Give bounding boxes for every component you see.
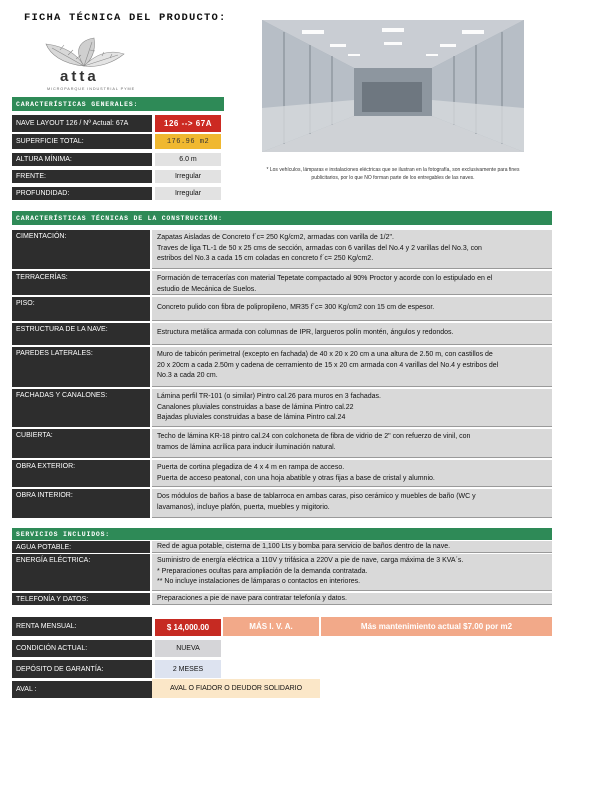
logo-subtitle: MICROPARQUE INDUSTRIAL PYME bbox=[47, 87, 136, 91]
construction-row-line: Puerta de cortina plegadiza de 4 x 4 m en rampa de acceso. bbox=[157, 464, 345, 471]
telefonia-value: Preparaciones a pie de nave para contratar telefonía y datos. bbox=[152, 593, 552, 605]
condicion-value: NUEVA bbox=[155, 640, 221, 657]
frente-label: FRENTE: bbox=[12, 170, 152, 183]
construction-row-line: Muro de tabicón perimetral (excepto en fachada) de 40 x 20 x 20 cm a una altura de 2.50 m, con castillos de bbox=[157, 351, 493, 358]
agua-label: AGUA POTABLE: bbox=[12, 541, 150, 553]
construction-row-line: 20 x 20cm a cada 2.50m y cadena de cerramiento de 15 x 20 cm armada con 4 varillas del No.4 y estribos del bbox=[157, 361, 499, 369]
construction-row-description bbox=[152, 429, 552, 458]
altura-value: 6.0 m bbox=[155, 153, 221, 166]
construction-row-description bbox=[152, 389, 552, 427]
construction-row-line: tramos de lámina acrílica para inducir iluminación natural. bbox=[157, 443, 336, 451]
condicion-label: CONDICIÓN ACTUAL: bbox=[12, 640, 152, 657]
construction-row-description bbox=[152, 347, 552, 387]
section-header-servicios: SERVICIOS INCLUIDOS: bbox=[12, 528, 552, 540]
construction-row-description bbox=[152, 323, 552, 345]
warehouse-photo bbox=[262, 20, 524, 152]
construction-row-line: Puerta de acceso peatonal, con una hoja abatible y otras fijas a base de cristal y alumnio. bbox=[157, 474, 435, 482]
construction-row-line: Lámina perfil TR-101 (o similar) Pintro cal.26 para muros en 3 fachadas. bbox=[157, 393, 381, 400]
logo-wordmark: atta bbox=[60, 68, 99, 85]
construction-row-line: Traves de liga TL-1 de 50 x 25 cms de sección, armadas con 6 varillas del No.4 y 2 varillas del No.3, con bbox=[157, 244, 482, 252]
telefonia-label: TELEFONÍA Y DATOS: bbox=[12, 593, 150, 605]
construction-row-label: OBRA INTERIOR: bbox=[12, 489, 150, 518]
construction-row-line: Concreto pulido con fibra de polipropileno, MR35 f´c= 300 Kg/cm2 con 15 cm de espesor. bbox=[157, 304, 435, 311]
energia-line: Suministro de energía eléctrica a 110V y trifásica a 220V a pie de nave, carga máxima de 3 KVA´s. bbox=[157, 557, 464, 564]
construction-row-line: No.3 a cada 20 cm. bbox=[157, 372, 218, 380]
construction-row-description bbox=[152, 297, 552, 321]
construction-row-label: FACHADAS Y CANALONES: bbox=[12, 389, 150, 427]
agua-value: Red de agua potable, cisterna de 1,100 Lts y bomba para servicio de baños dentro de la nave. bbox=[152, 541, 552, 553]
energia-value bbox=[152, 554, 552, 591]
construction-row-line: Formación de terracerías con material Tepetate compactado al 90% Proctor y acorde con lo estipulado en el bbox=[157, 275, 493, 282]
construction-row-line: Dos módulos de baños a base de tablarroca en ambas caras, piso cerámico y muebles de baño (WC y bbox=[157, 493, 476, 500]
renta-label: RENTA MENSUAL: bbox=[12, 617, 152, 636]
section-header-generales: CARACTERÍSTICAS GENERALES: bbox=[12, 97, 224, 111]
section-header-construccion: CARACTERÍSTICAS TÉCNICAS DE LA CONSTRUCCIÓN: bbox=[12, 211, 552, 225]
page-title: FICHA TÉCNICA DEL PRODUCTO: bbox=[24, 12, 227, 24]
altura-label: ALTURA MÍNIMA: bbox=[12, 153, 152, 166]
construction-row-label: PAREDES LATERALES: bbox=[12, 347, 150, 387]
aval-value: AVAL O FIADOR O DEUDOR SOLIDARIO bbox=[152, 679, 320, 698]
construction-row-description bbox=[152, 489, 552, 518]
photo-disclaimer: * Los vehículos, lámparas e instalaciones eléctricas que se ilustran en la fotografía, son exclusivamente para fines publicitarios, por lo que NO forman parte de los entregables de las naves. bbox=[266, 167, 520, 181]
construction-row-line: estribos del No.3 a cada 15 cm coladas en concreto f´c= 250 Kg/cm2. bbox=[157, 255, 374, 263]
construction-row-label: CIMENTACIÓN: bbox=[12, 230, 150, 269]
energia-line: * Preparaciones ocultas para ampliación de la demanda contratada. bbox=[157, 567, 368, 575]
nave-value-badge: 126 --> 67A bbox=[155, 115, 221, 132]
energia-label: ENERGÍA ELÉCTRICA: bbox=[12, 554, 150, 591]
nave-label: NAVE LAYOUT 126 / Nº Actual: 67A bbox=[12, 115, 152, 132]
renta-value: $ 14,000.00 bbox=[155, 619, 221, 636]
construction-row-line: Canalones pluviales construidas a base de lámina Pintro cal.22 bbox=[157, 403, 354, 411]
iva-note: MÁS I. V. A. bbox=[223, 617, 319, 636]
construction-row-line: Bajadas pluviales construidas a base de lámina Pintro cal.24 bbox=[157, 414, 346, 422]
mantenimiento-note: Más mantenimiento actual $7.00 por m2 bbox=[321, 617, 552, 636]
construction-row-label: ESTRUCTURA DE LA NAVE: bbox=[12, 323, 150, 345]
aval-label: AVAL : bbox=[12, 681, 152, 698]
construction-row-line: Zapatas Aisladas de Concreto f´c= 250 Kg/cm2, armadas con varilla de 1/2". bbox=[157, 234, 394, 241]
deposito-label: DEPÓSITO DE GARANTÍA: bbox=[12, 660, 152, 678]
construction-row-line: lavamanos), incluye plafón, puerta, muebles y migitorio. bbox=[157, 503, 330, 511]
superficie-label: SUPERFICIE TOTAL: bbox=[12, 134, 152, 149]
construction-row-label: PISO: bbox=[12, 297, 150, 321]
construction-row-label: OBRA EXTERIOR: bbox=[12, 460, 150, 487]
construction-row-line: Techo de lámina KR-18 pintro cal.24 con colchoneta de fibra de vidrio de 2" con refuerzo de vinil, con bbox=[157, 433, 471, 440]
construction-row-description bbox=[152, 230, 552, 269]
construction-row-line: Estructura metálica armada con columnas de IPR, largueros polín montén, ángulos y redondos. bbox=[157, 329, 454, 336]
frente-value: Irregular bbox=[155, 170, 221, 183]
superficie-value: 176.96 m2 bbox=[155, 134, 221, 149]
profundidad-value: Irregular bbox=[155, 187, 221, 200]
construction-row-description bbox=[152, 271, 552, 295]
construction-row-label: CUBIERTA: bbox=[12, 429, 150, 458]
profundidad-label: PROFUNDIDAD: bbox=[12, 187, 152, 200]
deposito-value: 2 MESES bbox=[155, 660, 221, 678]
construction-row-label: TERRACERÍAS: bbox=[12, 271, 150, 295]
construction-row-description bbox=[152, 460, 552, 487]
energia-line: ** No incluye instalaciones de lámparas o contactos en interiores. bbox=[157, 578, 361, 586]
construction-row-line: estudio de Mecánica de Suelos. bbox=[157, 285, 257, 293]
